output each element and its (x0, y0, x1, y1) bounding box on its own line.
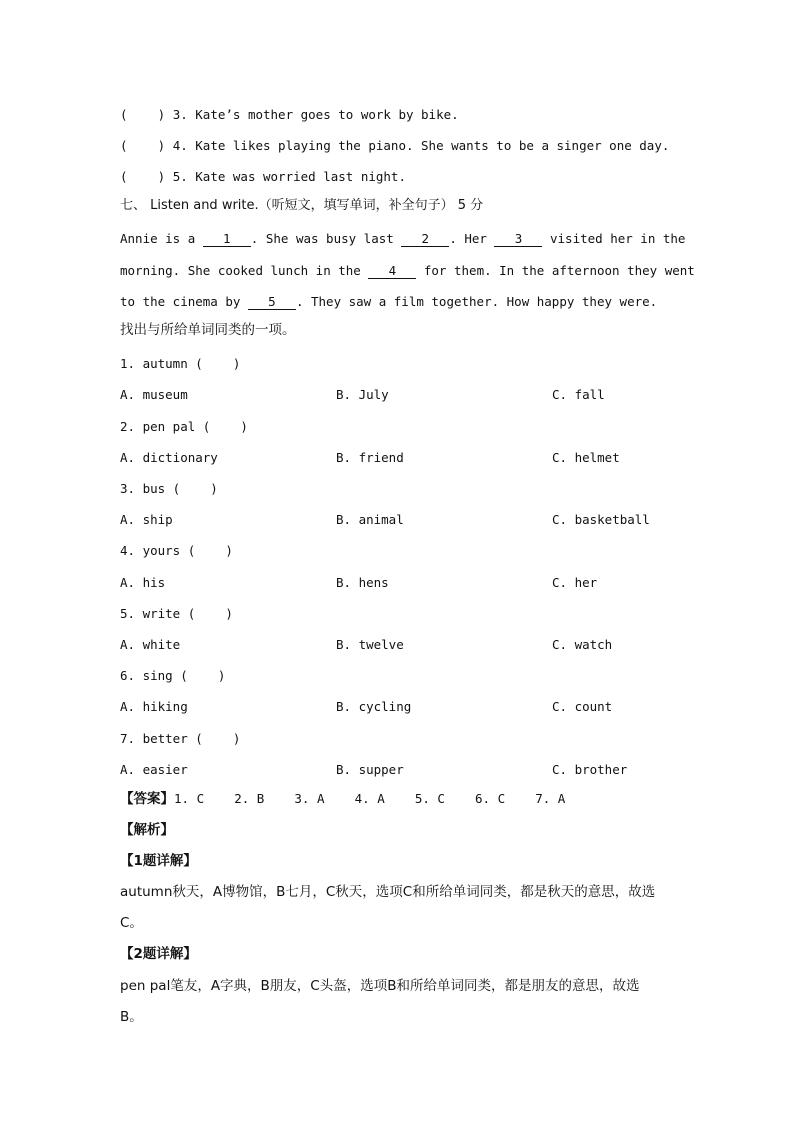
option-b: B. animal (336, 512, 404, 527)
tf-item-4 (120, 137, 669, 155)
option-c: C. helmet (552, 450, 620, 465)
option-c: C. count (552, 699, 613, 714)
blank-5: 5 (248, 294, 296, 310)
detail-text-1-cont: C。 (120, 915, 143, 931)
option-b: B. friend (336, 450, 404, 465)
option-c: C. brother (552, 762, 628, 777)
passage-text: . She was busy last (250, 231, 402, 246)
passage-text: . They saw a film together. How happy they were. (295, 294, 658, 309)
option-a: A. hiking (120, 699, 188, 714)
passage-text: Annie is a (120, 231, 203, 246)
tf-text: 5. Kate was worried last night. (172, 169, 406, 184)
question-text: 2. pen pal ( ) (120, 419, 248, 434)
question-text: 1. autumn ( ) (120, 356, 241, 371)
option-a: A. easier (120, 762, 188, 777)
option-c: C. fall (552, 387, 605, 402)
passage-line-3 (120, 293, 657, 311)
answer-label: 【答案】 (120, 791, 174, 807)
option-b: B. hens (336, 575, 389, 590)
option-a: A. ship (120, 512, 173, 527)
detail-text-1: autumn秋天，A博物馆，B七月，C秋天，选项C和所给单词同类，都是秋天的意思，故选 (120, 884, 656, 900)
tf-text: 4. Kate likes playing the piano. She wants to be a singer one day. (172, 138, 670, 153)
option-a: A. museum (120, 387, 188, 402)
passage-text: visited her in the (542, 231, 686, 246)
passage-text: morning. She cooked lunch in the (120, 263, 369, 278)
option-c: C. watch (552, 637, 613, 652)
blank-3: 3 (494, 231, 542, 247)
detail-title-2: 【2题详解】 (120, 946, 197, 962)
option-b: B. supper (336, 762, 404, 777)
detail-title-1: 【1题详解】 (120, 853, 197, 869)
answer-paren: ( ) (120, 138, 166, 153)
tf-text: 3. Kate’s mother goes to work by bike. (172, 107, 459, 122)
answer-text: 1. C 2. B 3. A 4. A 5. C 6. C 7. A (174, 791, 566, 806)
answer-paren: ( ) (120, 107, 166, 122)
detail-text-2: pen pal笔友，A字典，B朋友，C头盔，选项B和所给单词同类，都是朋友的意思，故选 (120, 978, 640, 994)
option-a: A. his (120, 575, 166, 590)
option-c: C. basketball (552, 512, 650, 527)
passage-text: for them. In the afternoon they went (416, 263, 695, 278)
option-a: A. white (120, 637, 181, 652)
question-text: 4. yours ( ) (120, 543, 233, 558)
passage-line-2 (120, 262, 695, 280)
analysis-label: 【解析】 (120, 822, 174, 838)
option-a: A. dictionary (120, 450, 218, 465)
passage-text: to the cinema by (120, 294, 248, 309)
option-b: B. cycling (336, 699, 412, 714)
question-text: 5. write ( ) (120, 606, 233, 621)
vocab-heading: 找出与所给单词同类的一项。 (120, 322, 296, 338)
question-text: 6. sing ( ) (120, 668, 226, 683)
option-c: C. her (552, 575, 598, 590)
option-b: B. twelve (336, 637, 404, 652)
detail-text-2-cont: B。 (120, 1009, 143, 1025)
answer-line (120, 790, 565, 808)
blank-4: 4 (368, 263, 416, 279)
blank-2: 2 (401, 231, 449, 247)
question-text: 7. better ( ) (120, 731, 241, 746)
tf-item-5 (120, 168, 406, 186)
tf-item-3 (120, 106, 459, 124)
passage-text: . Her (449, 231, 495, 246)
passage-line-1 (120, 230, 685, 248)
answer-paren: ( ) (120, 169, 166, 184)
blank-1: 1 (203, 231, 251, 247)
option-b: B. July (336, 387, 389, 402)
question-text: 3. bus ( ) (120, 481, 218, 496)
section7-heading: 七、 Listen and write.（听短文，填写单词，补全句子） 5 分 (120, 198, 484, 213)
